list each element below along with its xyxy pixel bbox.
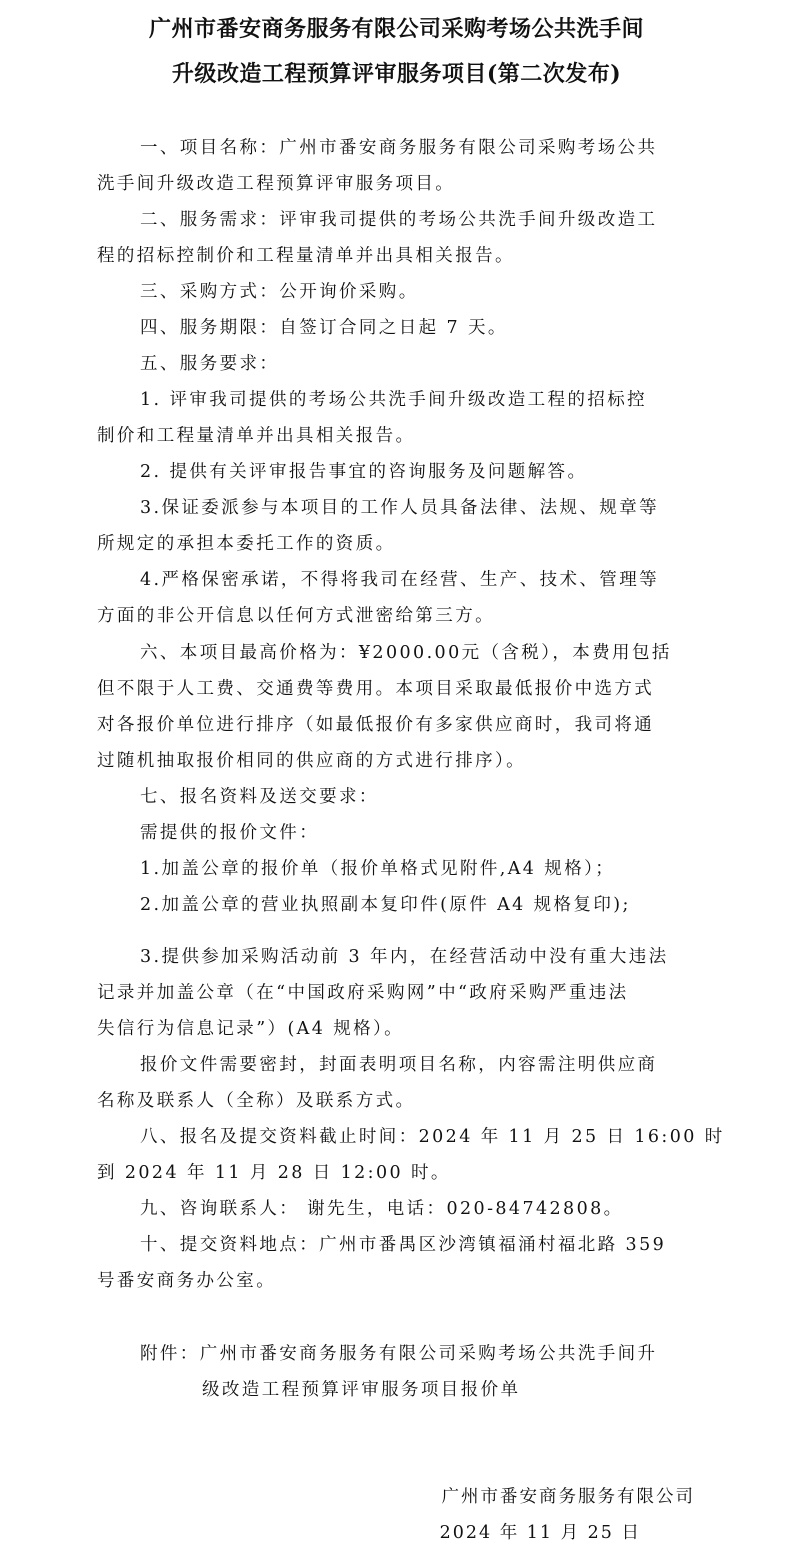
section-7-registration: 七、报名资料及送交要求：	[140, 787, 379, 807]
section-8-deadline: 八、报名及提交资料截止时间：2024 年 11 月 25 日 16:00 时	[140, 1127, 725, 1147]
section-4-service-period: 四、服务期限：自签订合同之日起 7 天。	[140, 318, 508, 338]
sealing-note: 报价文件需要密封，封面表明项目名称，内容需注明供应商	[140, 1055, 658, 1075]
section-10-submission-address: 十、提交资料地点：广州市番禺区沙湾镇福涌村福北路 359	[140, 1235, 667, 1255]
quote-doc-1: 1.加盖公章的报价单（报价单格式见附件,A4 规格）；	[140, 859, 616, 879]
section-9-contact: 九、咨询联系人： 谢先生，电话：020-84742808。	[140, 1199, 624, 1219]
requirement-4-cont: 方面的非公开信息以任何方式泄密给第三方。	[97, 606, 495, 626]
requirement-4: 4.严格保密承诺，不得将我司在经营、生产、技术、管理等	[140, 570, 659, 590]
section-6-max-price-cont-1: 但不限于人工费、交通费等费用。本项目采取最低报价中选方式	[97, 679, 655, 699]
document-title-line-2: 升级改造工程预算评审服务项目(第二次发布)	[171, 61, 622, 87]
section-8-deadline-cont: 到 2024 年 11 月 28 日 12:00 时。	[97, 1163, 451, 1183]
requirement-3: 3.保证委派参与本项目的工作人员具备法律、法规、规章等	[140, 498, 659, 518]
requirement-1-cont: 制价和工程量清单并出具相关报告。	[97, 426, 416, 446]
quote-docs-heading: 需提供的报价文件：	[140, 823, 320, 843]
section-1-project-name: 一、项目名称：广州市番安商务服务有限公司采购考场公共	[140, 138, 658, 158]
section-1-project-name-cont: 洗手间升级改造工程预算评审服务项目。	[97, 174, 456, 194]
section-2-service-need-cont: 程的招标控制价和工程量清单并出具相关报告。	[97, 246, 515, 266]
requirement-3-cont: 所规定的承担本委托工作的资质。	[97, 534, 396, 554]
signature-company: 广州市番安商务服务有限公司	[441, 1487, 695, 1507]
requirement-2: 2. 提供有关评审报告事宜的咨询服务及问题解答。	[140, 462, 588, 482]
section-6-max-price-cont-2: 对各报价单位进行排序（如最低报价有多家供应商时，我司将通	[97, 715, 655, 735]
quote-doc-3-cont-2: 失信行为信息记录”）(A4 规格）。	[97, 1019, 405, 1039]
quote-doc-3: 3.提供参加采购活动前 3 年内，在经营活动中没有重大违法	[140, 947, 669, 967]
section-6-max-price-cont-3: 过随机抽取报价相同的供应商的方式进行排序）。	[97, 751, 527, 771]
requirement-1: 1. 评审我司提供的考场公共洗手间升级改造工程的招标控	[140, 390, 648, 410]
signature-date: 2024 年 11 月 25 日	[439, 1523, 641, 1543]
quote-doc-2: 2.加盖公章的营业执照副本复印件(原件 A4 规格复印);	[140, 895, 631, 915]
section-5-service-requirements: 五、服务要求：	[140, 354, 280, 374]
document-title-line-1: 广州市番安商务服务有限公司采购考场公共洗手间	[148, 16, 644, 42]
section-10-submission-address-cont: 号番安商务办公室。	[97, 1271, 277, 1291]
attachment-line-1: 附件：广州市番安商务服务有限公司采购考场公共洗手间升	[140, 1344, 658, 1364]
section-2-service-need: 二、服务需求：评审我司提供的考场公共洗手间升级改造工	[140, 210, 658, 230]
section-6-max-price: 六、本项目最高价格为：¥2000.00元（含税），本费用包括	[140, 643, 672, 663]
sealing-note-cont: 名称及联系人（全称）及联系方式。	[97, 1091, 416, 1111]
attachment-line-2: 级改造工程预算评审服务项目报价单	[202, 1380, 521, 1400]
quote-doc-3-cont-1: 记录并加盖公章（在“中国政府采购网”中“政府采购严重违法	[97, 983, 629, 1003]
section-3-purchase-method: 三、采购方式：公开询价采购。	[140, 282, 419, 302]
